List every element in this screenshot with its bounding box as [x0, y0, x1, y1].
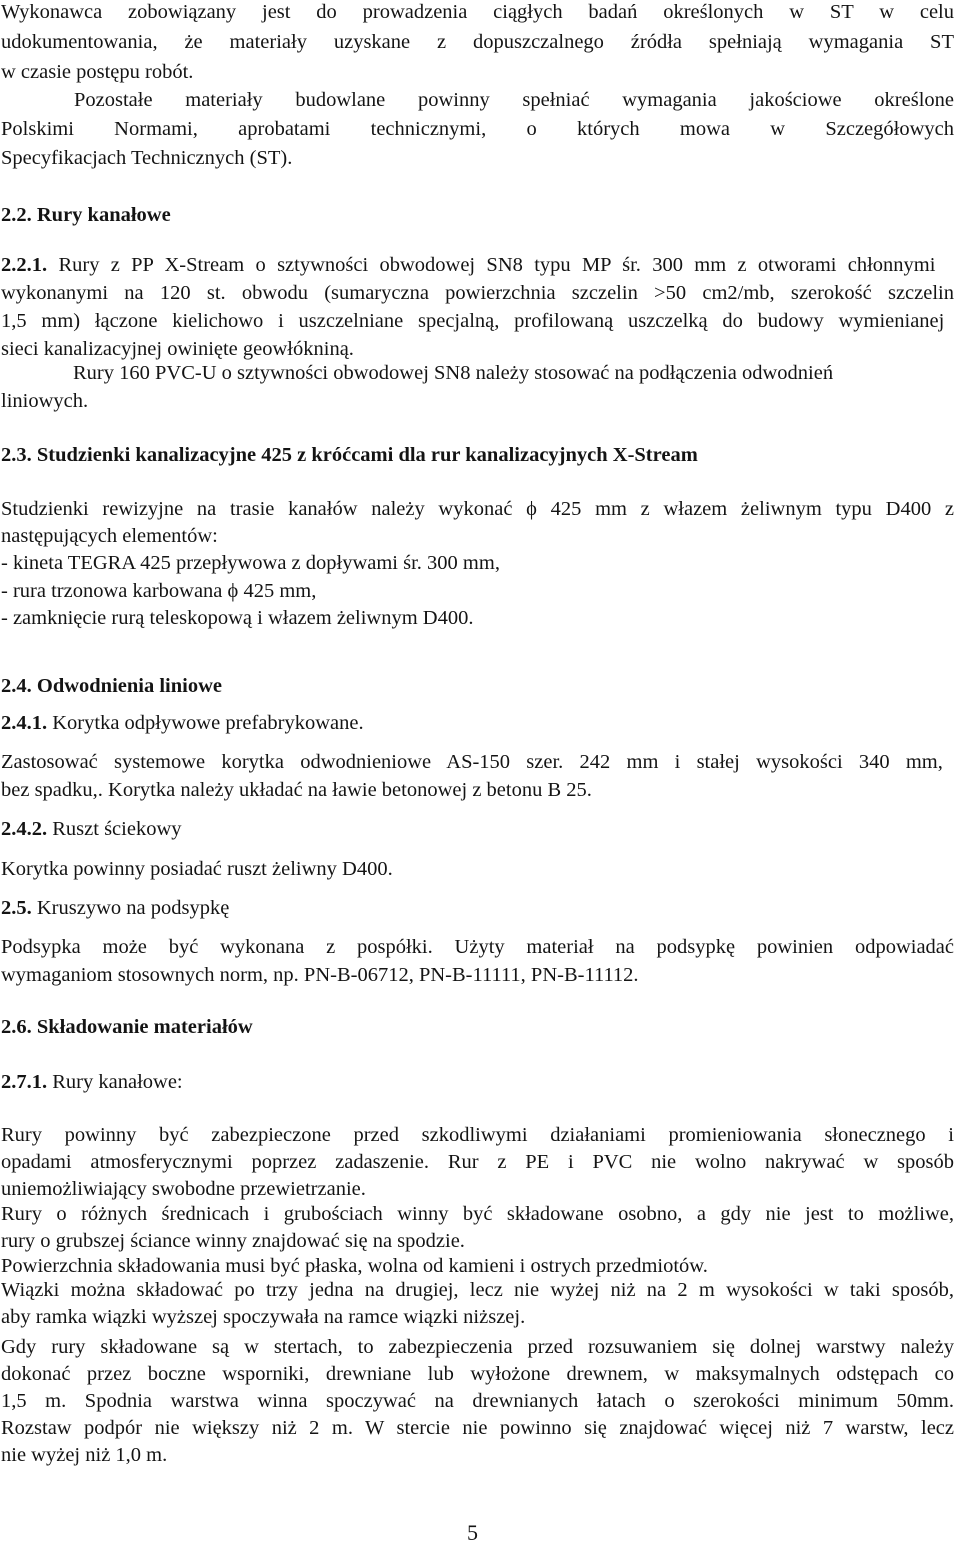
body-line: [1, 1418, 954, 1439]
section-title: Studzienki kanalizacyjne 425 z króćcami dla rur kanalizacyjnych X-Stream: [36, 444, 698, 466]
body-line: [1, 1391, 954, 1412]
line-text: Gdy rury składowane są w stertach, to zabezpieczenia przed rozsuwaniem się dolnej warstwy należy: [1, 1336, 954, 1358]
section-number: 2.7.1.: [1, 1071, 48, 1093]
body-line: sieci kanalizacyjnej owinięte geowłókniną.: [1, 338, 354, 360]
line-text: Zastosować systemowe korytka odwodnieniowe AS-150 szer. 242 mm i stałej wysokości 340 mm,: [1, 751, 943, 773]
body-line: [1, 1125, 954, 1146]
section-heading-2-4: [1, 676, 222, 697]
line-text: wykonanymi na 120 st. obwodu (sumaryczna powierzchnia szczelin >50 cm2/mb, szerokość szczelin: [1, 282, 954, 304]
list-item: - kineta TEGRA 425 przepływowa z dopływami śr. 300 mm,: [1, 552, 500, 574]
list-item: - zamknięcie rurą teleskopową i włazem żeliwnym D400.: [1, 607, 474, 629]
section-title: Rury kanałowe:: [52, 1071, 183, 1093]
body-line: [1, 499, 954, 520]
line-text: Studzienki rewizyjne na trasie kanałów należy wykonać ϕ 425 mm z włazem żeliwnym typu D400 z: [1, 498, 954, 520]
section-number: 2.2.1.: [1, 254, 48, 276]
section-number: 2.4.1.: [1, 712, 48, 734]
body-line: aby ramka wiązki wyższej spoczywała na ramce wiązki niższej.: [1, 1306, 526, 1328]
section-title: Korytka odpływowe prefabrykowane.: [52, 712, 364, 734]
line-text: Rury powinny być zabezpieczone przed szkodliwymi działaniami promieniowania słonecznego i: [1, 1124, 954, 1146]
body-line: [1, 283, 954, 304]
line-text: Rozstaw podpór nie większy niż 2 m. W stercie nie powinno się znajdować więcej niż 7 warstw, lecz: [1, 1417, 954, 1439]
body-line: [1, 2, 954, 23]
line-text: Pozostałe materiały budowlane powinny spełniać wymagania jakościowe określone: [74, 89, 954, 111]
body-line: [1, 119, 954, 140]
line-text: Wykonawca zobowiązany jest do prowadzenia ciągłych badań określonych w ST w celu: [1, 1, 954, 23]
line-text: Podsypka może być wykonana z pospółki. Użyty materiał na podsypkę powinien odpowiadać: [1, 936, 954, 958]
body-line: [1, 1337, 954, 1358]
section-title: Odwodnienia liniowe: [36, 675, 222, 697]
body-line: uniemożliwiający swobodne przewietrzanie.: [1, 1178, 366, 1200]
section-heading-2-3: [1, 445, 698, 466]
section-number: 2.4.: [1, 675, 32, 697]
line-text: Polskimi Normami, aprobatami technicznymi, o których mowa w Szczegółowych: [1, 118, 954, 140]
line-text: Rury o różnych średnicach i grubościach winny być składowane osobno, a gdy nie jest to możliwe,: [1, 1203, 954, 1225]
body-line: Specyfikacjach Technicznych (ST).: [1, 147, 293, 169]
section-number: 2.4.2.: [1, 818, 48, 840]
body-line: [1, 1280, 954, 1301]
list-item: - rura trzonowa karbowana ϕ 425 mm,: [1, 580, 317, 602]
body-line: [1, 311, 954, 332]
line-text: [1, 255, 935, 276]
line-text: dokonać przez boczne wsporniki, drewniane lub wyłożone drewnem, w maksymalnych odstępach co: [1, 1363, 954, 1385]
body-line: wymaganiom stosownych norm, np. PN-B-06712, PN-B-11111, PN-B-11112.: [1, 964, 639, 986]
line-text: 1,5 mm) łączone kielichowo i uszczelniane specjalną, profilowaną uszczelką do budowy wymienianej: [1, 310, 945, 332]
line-text: 1,5 m. Spodnia warstwa winna spoczywać na drewnianych łatach o szerokości minimum 50mm.: [1, 1390, 954, 1412]
line-text: opadami atmosferycznymi poprzez zadaszenie. Rur z PE i PVC nie wolno nakrywać w sposób: [1, 1151, 954, 1173]
subsection-heading-2-4-1: [1, 713, 364, 734]
body-line: [74, 90, 954, 111]
line-text: Rury z PP X-Stream o sztywności obwodowej SN8 typu MP śr. 300 mm z otworami chłonnymi: [58, 254, 936, 276]
section-heading-2-5: [1, 898, 229, 919]
section-number: 2.6.: [1, 1016, 32, 1038]
section-title: Rury kanałowe: [36, 204, 171, 226]
line-text: udokumentowania, że materiały uzyskane z dopuszczalnego źródła spełniają wymagania ST: [1, 31, 954, 53]
body-line: Korytka powinny posiadać ruszt żeliwny D400.: [1, 858, 393, 880]
page-number: 5: [467, 1520, 478, 1545]
body-line: bez spadku,. Korytka należy układać na ławie betonowej z betonu B 25.: [1, 779, 592, 801]
body-line: [1, 255, 954, 276]
line-text: Wiązki można składować po trzy jedna na drugiej, lecz nie wyżej niż na 2 m wysokości w taki sposób,: [1, 1279, 954, 1301]
section-number: 2.2.: [1, 204, 32, 226]
section-number: 2.3.: [1, 444, 32, 466]
section-number: 2.5.: [1, 897, 32, 919]
body-line: [1, 1204, 954, 1225]
subsection-heading-2-4-2: [1, 819, 182, 840]
subsection-heading-2-7-1: [1, 1072, 183, 1093]
section-heading-2-6: [1, 1017, 253, 1038]
body-line: [1, 752, 954, 773]
body-line: rury o grubszej ściance winny znajdować się na spodzie.: [1, 1230, 465, 1252]
body-line: Rury 160 PVC-U o sztywności obwodowej SN8 należy stosować na podłączenia odwodnień: [73, 362, 834, 384]
body-line: w czasie postępu robót.: [1, 61, 194, 83]
body-line: następujących elementów:: [1, 525, 218, 547]
body-line: [1, 32, 954, 53]
body-line: [1, 937, 954, 958]
section-title: Składowanie materiałów: [36, 1016, 253, 1038]
section-title: Ruszt ściekowy: [52, 818, 182, 840]
body-line: [1, 1152, 954, 1173]
body-line: Powierzchnia składowania musi być płaska, wolna od kamieni i ostrych przedmiotów.: [1, 1255, 708, 1277]
section-heading-2-2: [1, 205, 171, 226]
section-title: Kruszywo na podsypkę: [36, 897, 230, 919]
body-line: nie wyżej niż 1,0 m.: [1, 1444, 168, 1466]
body-line: liniowych.: [1, 390, 89, 412]
body-line: [1, 1364, 954, 1385]
